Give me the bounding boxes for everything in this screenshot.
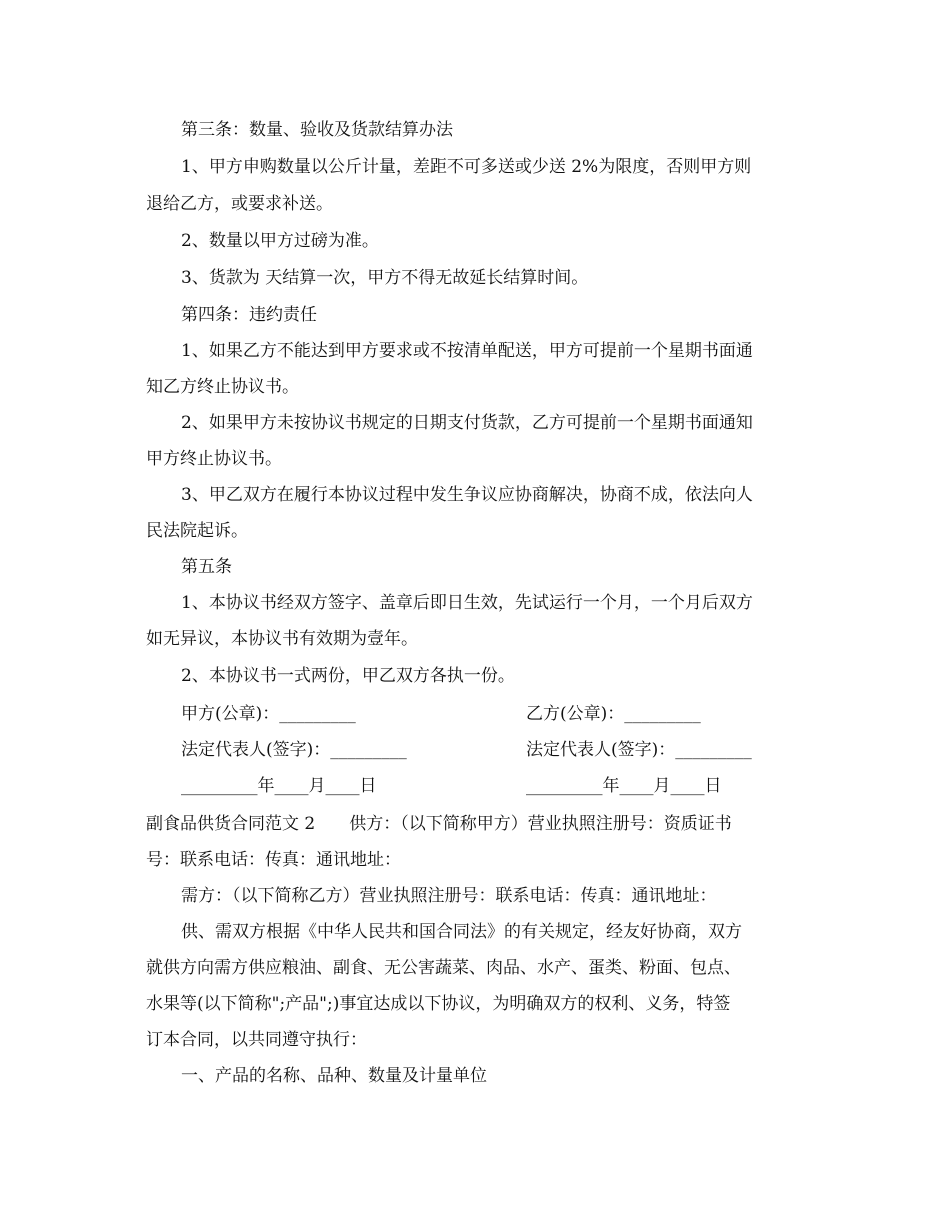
party-a-representative: 法定代表人(签字)：_________ xyxy=(181,740,407,760)
article3-item2: 2、数量以甲方过磅为准。 xyxy=(181,231,379,251)
article4-heading: 第四条：违约责任 xyxy=(181,305,317,325)
article4-item1-line2: 知乙方终止协议书。 xyxy=(146,377,299,397)
contract2-body-line1: 供、需双方根据《中华人民共和国合同法》的有关规定，经友好协商，双方 xyxy=(181,922,742,942)
article5-item1-line1: 1、本协议书经双方签字、盖章后即日生效，先试运行一个月，一个月后双方 xyxy=(181,593,753,613)
article5-item2: 2、本协议书一式两份，甲乙双方各执一份。 xyxy=(181,666,515,686)
party-a-date: _________年____月____日 xyxy=(181,776,377,796)
article5-item1-line2: 如无异议，本协议书有效期为壹年。 xyxy=(146,629,418,649)
contract2-body-line2: 就供方向需方供应粮油、副食、无公害蔬菜、肉品、水产、蛋类、粉面、包点、 xyxy=(146,958,741,978)
article4-item1-line1: 1、如果乙方不能达到甲方要求或不按清单配送，甲方可提前一个星期书面通 xyxy=(181,341,753,361)
article4-item3-line2: 民法院起诉。 xyxy=(146,521,248,541)
contract2-buyer: 需方：（以下简称乙方）营业执照注册号：联系电话：传真：通讯地址： xyxy=(181,886,717,906)
party-b-date: _________年____月____日 xyxy=(526,776,722,796)
article4-item3-line1: 3、甲乙双方在履行本协议过程中发生争议应协商解决，协商不成，依法向人 xyxy=(181,485,753,505)
article3-item1-line1: 1、甲方申购数量以公斤计量，差距不可多送或少送 2%为限度，否则甲方则 xyxy=(181,157,752,177)
article4-item2-line2: 甲方终止协议书。 xyxy=(146,449,282,469)
contract2-section1-heading: 一、产品的名称、品种、数量及计量单位 xyxy=(181,1066,487,1086)
party-b-seal: 乙方(公章)：_________ xyxy=(526,704,701,724)
article3-item1-line2: 退给乙方，或要求补送。 xyxy=(146,194,333,214)
contract2-intro-line1: 副食品供货合同范文 2 供方：（以下简称甲方）营业执照注册号：资质证书 xyxy=(146,814,732,834)
article3-item3: 3、货款为 天结算一次，甲方不得无故延长结算时间。 xyxy=(181,268,589,288)
party-b-representative: 法定代表人(签字)：_________ xyxy=(526,740,752,760)
article3-heading: 第三条：数量、验收及货款结算办法 xyxy=(181,120,453,140)
contract2-body-line3: 水果等(以下简称";产品";)事宜达成以下协议，为明确双方的权利、义务，特签 xyxy=(146,994,731,1014)
contract2-body-line4: 订本合同，以共同遵守执行： xyxy=(146,1030,367,1050)
party-a-seal: 甲方(公章)：_________ xyxy=(181,704,356,724)
contract2-intro-line2: 号：联系电话：传真：通讯地址： xyxy=(146,850,401,870)
article5-heading: 第五条 xyxy=(181,557,232,577)
article4-item2-line1: 2、如果甲方未按协议书规定的日期支付货款，乙方可提前一个星期书面通知 xyxy=(181,413,753,433)
